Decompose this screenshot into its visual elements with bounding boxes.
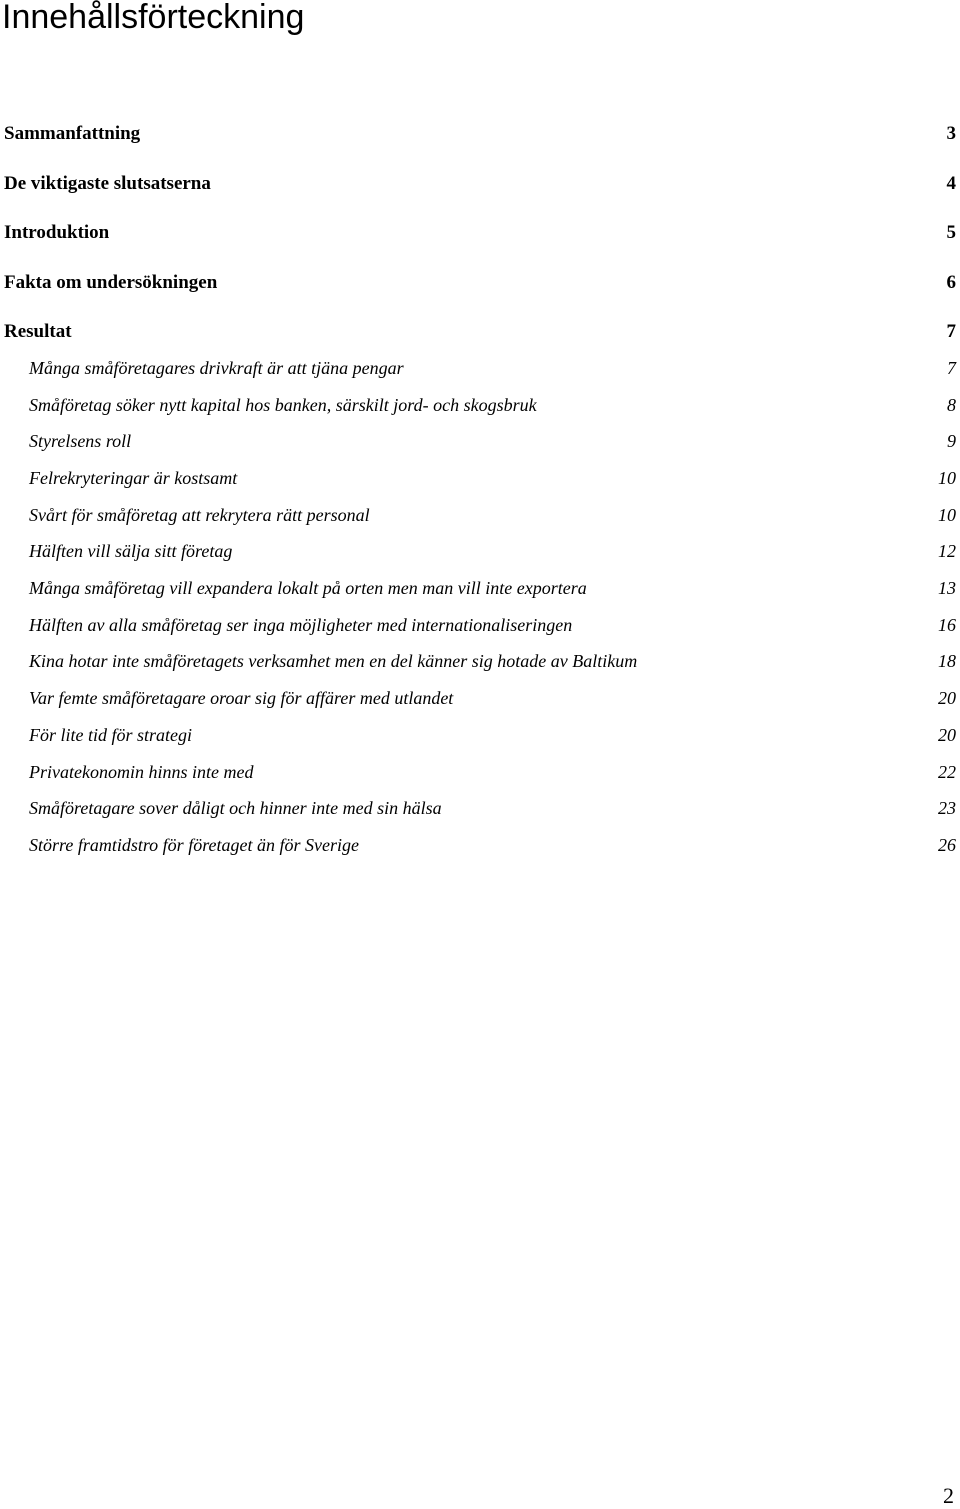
toc-subentry[interactable] (29, 541, 956, 567)
toc-subentry[interactable] (29, 725, 956, 751)
toc-subentry-page: 8 (947, 395, 956, 415)
toc-subentry[interactable] (29, 835, 956, 861)
toc-entry-page: 5 (946, 222, 956, 243)
toc-subentry[interactable] (29, 468, 956, 494)
toc-subentry[interactable] (29, 762, 956, 788)
toc-entry-page: 6 (946, 272, 956, 293)
toc-entry-page: 4 (946, 173, 956, 194)
toc-entry-introduktion[interactable] (4, 222, 956, 248)
toc-subentry-page: 9 (947, 431, 956, 451)
toc-subentry[interactable] (29, 395, 956, 421)
toc-subentry-page: 7 (947, 358, 956, 378)
toc-subentry-page: 23 (938, 798, 956, 818)
toc-entry-de-viktigaste-slutsatserna[interactable] (4, 173, 956, 199)
toc-subentry-label: Många småföretag vill expandera lokalt på orten men man vill inte exportera (29, 578, 587, 598)
toc-subentry[interactable] (29, 505, 956, 531)
toc-entry-label: Resultat (4, 321, 72, 342)
toc-subentry-label: Kina hotar inte småföretagets verksamhet men en del känner sig hotade av Baltikum (29, 651, 638, 671)
toc-subentry-page: 20 (938, 725, 956, 745)
toc-subentry-label: Småföretagare sover dåligt och hinner inte med sin hälsa (29, 798, 442, 818)
toc-subentry-label: Hälften vill sälja sitt företag (29, 541, 233, 561)
toc-subentry-label: Större framtidstro för företaget än för Sverige (29, 835, 359, 855)
toc-subentry[interactable] (29, 688, 956, 714)
toc-subentry-label: Styrelsens roll (29, 431, 132, 451)
page-title: Innehållsförteckning (2, 0, 305, 36)
toc-subentry-page: 18 (938, 651, 956, 671)
toc-subentry-page: 10 (938, 468, 956, 488)
toc-entry-resultat[interactable] (4, 321, 956, 347)
toc-subentry[interactable] (29, 358, 956, 384)
toc-entry-page: 7 (946, 321, 956, 342)
toc-subentry-label: Hälften av alla småföretag ser inga möjligheter med internationaliseringen (29, 615, 573, 635)
toc-entry-label: Introduktion (4, 222, 110, 243)
toc-subentry-page: 26 (938, 835, 956, 855)
toc-subentry-page: 13 (938, 578, 956, 598)
toc-subentry-label: Privatekonomin hinns inte med (29, 762, 254, 782)
page-number: 2 (943, 1483, 954, 1508)
toc-subentry-page: 22 (938, 762, 956, 782)
toc-entry-label: De viktigaste slutsatserna (4, 173, 211, 194)
toc-subentry-label: Svårt för småföretag att rekrytera rätt personal (29, 505, 370, 525)
toc-subentry-page: 10 (938, 505, 956, 525)
toc-entry-label: Sammanfattning (4, 123, 141, 144)
toc-subentry-label: Många småföretagares drivkraft är att tjäna pengar (29, 358, 404, 378)
toc-subentry-label: Felrekryteringar är kostsamt (29, 468, 238, 488)
toc-subentry-label: För lite tid för strategi (29, 725, 193, 745)
toc-subentry-page: 16 (938, 615, 956, 635)
toc-subentry[interactable] (29, 798, 956, 824)
toc-subentry[interactable] (29, 651, 956, 677)
toc-subentry[interactable] (29, 578, 956, 604)
toc-entry-sammanfattning[interactable] (4, 123, 956, 149)
toc-subentry-page: 20 (938, 688, 956, 708)
toc-subentry[interactable] (29, 615, 956, 641)
toc-entry-page: 3 (946, 123, 956, 144)
toc-subentry-label: Var femte småföretagare oroar sig för affärer med utlandet (29, 688, 454, 708)
toc-subentry-page: 12 (938, 541, 956, 561)
toc-entry-fakta-om-undersokningen[interactable] (4, 272, 956, 298)
toc-subentry-label: Småföretag söker nytt kapital hos banken, särskilt jord- och skogsbruk (29, 395, 537, 415)
toc-entry-label: Fakta om undersökningen (4, 272, 218, 293)
toc-subentry[interactable] (29, 431, 956, 457)
